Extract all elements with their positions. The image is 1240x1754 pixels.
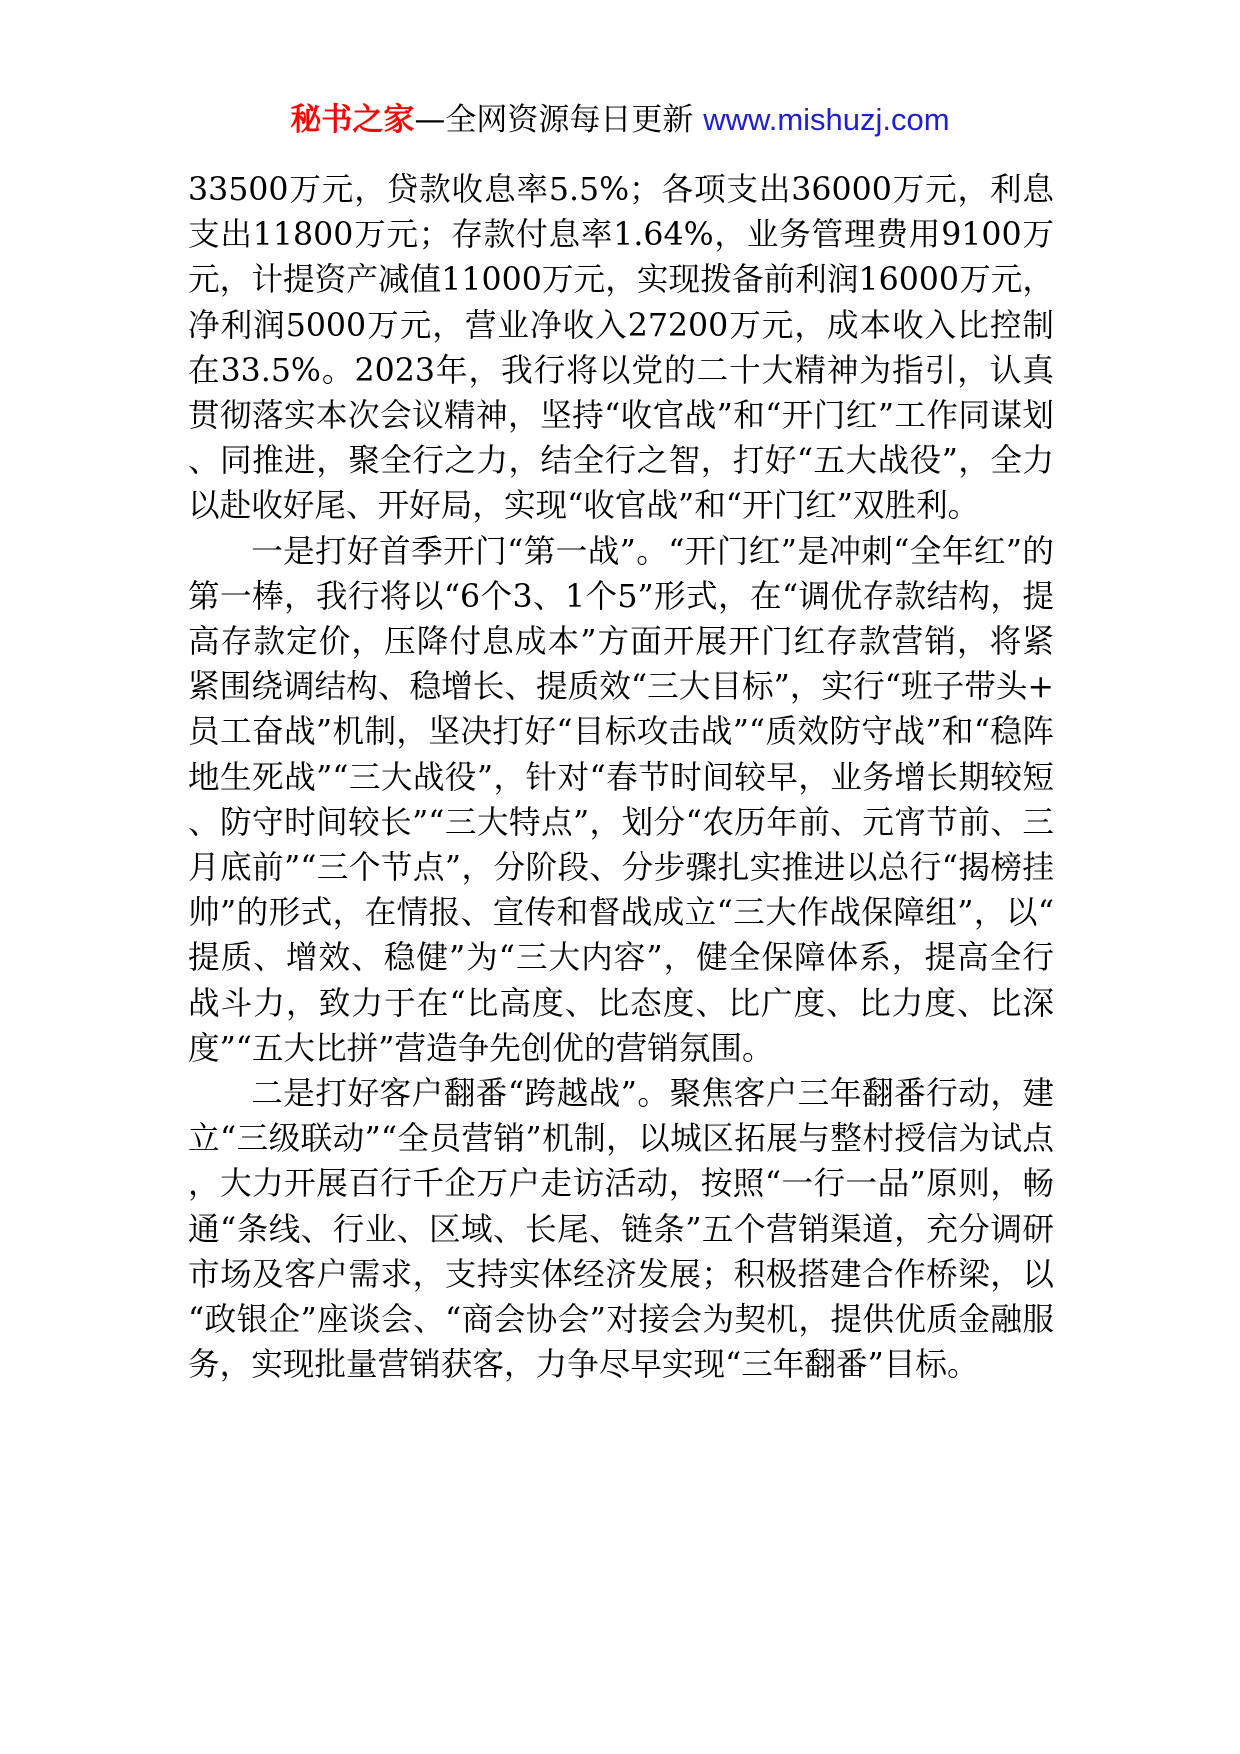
site-slogan: —全网资源每日更新 [414, 102, 694, 138]
paragraph-1: 33500万元，贷款收息率5.5%；各项支出36000万元，利息支出11800万元；存款付息率1.64%，业务管理费用9100万元，计提资产减值11000万元，实现拨备前利润16000万元，净利润5000万元，营业净收入27200万元，成本收入比控制在33.5%。2023年，我行将以党的二十大精神为指引，认真贯彻落实本次会议精神，坚持“收官战”和“开门红”工作同谋划、同推进，聚全行之力，结全行之智，打好“五大战役”，全力以赴收好尾、开好局，实现“收官战”和“开门红”双胜利。 [188, 172, 1054, 525]
site-url-link[interactable]: www.mishuzj.com [703, 102, 950, 137]
document-body [188, 168, 1054, 1388]
site-brand: 秘书之家 [290, 102, 415, 138]
paragraph-3: 二是打好客户翻番“跨越战”。聚焦客户三年翻番行动，建立“三级联动”“全员营销”机制，以城区拓展与整村授信为试点，大力开展百行千企万户走访活动，按照“一行一品”原则，畅通“条线、行业、区域、长尾、链条”五个营销渠道，充分调研市场及客户需求，支持实体经济发展；积极搭建合作桥梁，以“政银企”座谈会、“商会协会”对接会为契机，提供优质金融服务，实现批量营销获客，力争尽早实现“三年翻番”目标。 [188, 1076, 1054, 1384]
paragraph-2: 一是打好首季开门“第一战”。“开门红”是冲刺“全年红”的第一棒，我行将以“6个3、1个5”形式，在“调优存款结构，提高存款定价，压降付息成本”方面开展开门红存款营销，将紧紧围绕调结构、稳增长、提质效“三大目标”，实行“班子带头+员工奋战”机制，坚决打好“目标攻击战”“质效防守战”和“稳阵地生死战”“三大战役”，针对“春节时间较早，业务增长期较短、防守时间较长”“三大特点”，划分“农历年前、元宵节前、三月底前”“三个节点”，分阶段、分步骤扎实推进以总行“揭榜挂帅”的形式，在情报、宣传和督战成立“三大作战保障组”，以“提质、增效、稳健”为“三大内容”，健全保障体系，提高全行战斗力，致力于在“比高度、比态度、比广度、比力度、比深度”“五大比拼”营造争先创优的营销氛围。 [188, 533, 1054, 1067]
site-header [0, 100, 1240, 140]
